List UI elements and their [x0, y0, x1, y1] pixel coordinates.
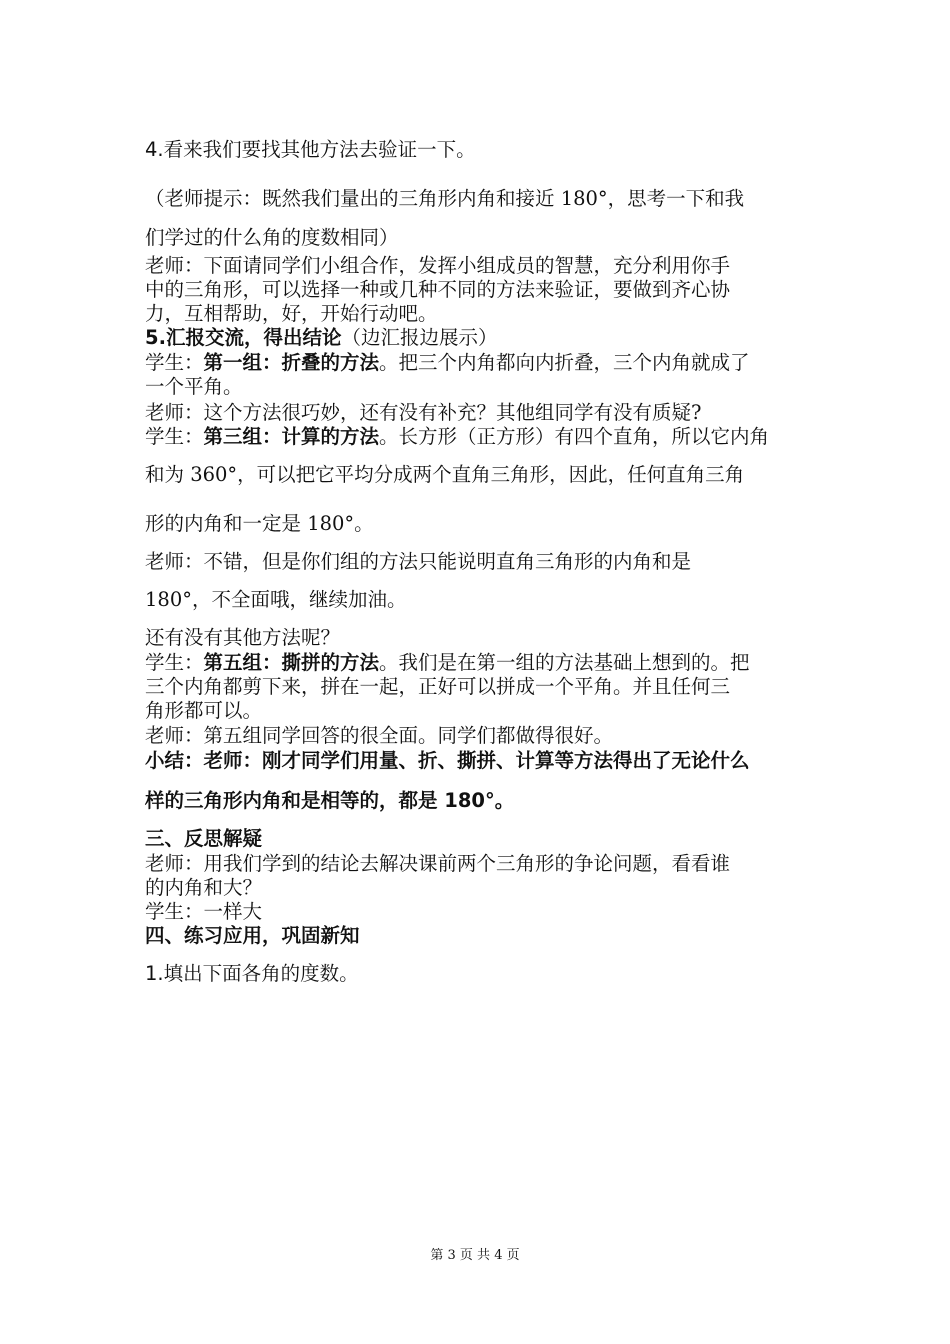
teacher-hint-line-1: （老师提示：既然我们量出的三角形内角和接近 180°，思考一下和我	[145, 187, 745, 210]
group-1-line-2: 一个平角。	[145, 375, 243, 398]
group-3-method: 第三组：计算的方法	[203, 425, 380, 448]
group-3-line-3: 形的内角和一定是 180°。	[145, 512, 374, 535]
speaker-student: 学生：	[145, 651, 204, 674]
section-3-heading: 三、反思解疑	[145, 827, 263, 850]
group-3-line-2: 和为 360°，可以把它平均分成两个直角三角形，因此，任何直角三角	[145, 463, 745, 486]
group-5-desc: 。我们是在第一组的方法基础上想到的。把	[379, 651, 750, 674]
teacher-task-line-2: 的内角和大？	[145, 876, 263, 899]
step-4-line: 4.看来我们要找其他方法去验证一下。	[145, 138, 476, 161]
group-1-desc: 。把三个内角都向内折叠，三个内角就成了	[379, 351, 750, 374]
teacher-comment-line-1: 老师：不错，但是你们组的方法只能说明直角三角形的内角和是	[145, 550, 692, 573]
summary-line-2: 样的三角形内角和是相等的，都是 180°。	[145, 789, 515, 812]
exercise-1-line: 1.填出下面各角的度数。	[145, 962, 359, 985]
group-3-line-1	[145, 423, 810, 451]
teacher-question-line: 老师：这个方法很巧妙，还有没有补充？其他组同学有没有质疑?	[145, 401, 702, 424]
teacher-comment-line-2: 180°，不全面哦，继续加油。	[145, 588, 407, 611]
step-5-heading	[145, 324, 810, 352]
group-5-line-3: 角形都可以。	[145, 699, 263, 722]
teacher-instruction-line-1: 老师：下面请同学们小组合作，发挥小组成员的智慧，充分利用你手	[145, 254, 731, 277]
group-3-desc: 。长方形（正方形）有四个直角，所以它内角	[379, 425, 770, 448]
step-5-heading-bold: 5.汇报交流，得出结论	[145, 326, 342, 349]
teacher-hint-line-2: 们学过的什么角的度数相同）	[145, 226, 399, 249]
group-5-method: 第五组：撕拼的方法	[203, 651, 380, 674]
teacher-instruction-line-3: 力，互相帮助，好，开始行动吧。	[145, 302, 438, 325]
teacher-instruction-line-2: 中的三角形，可以选择一种或几种不同的方法来验证，要做到齐心协	[145, 278, 731, 301]
page-footer: 第 3 页 共 4 页	[430, 1248, 520, 1263]
group-1-method: 第一组：折叠的方法	[203, 351, 380, 374]
speaker-student: 学生：	[145, 425, 204, 448]
summary-line-1: 小结：老师：刚才同学们用量、折、撕拼、计算等方法得出了无论什么	[145, 749, 750, 772]
teacher-praise-line: 老师：第五组同学回答的很全面。同学们都做得很好。	[145, 724, 614, 747]
section-4-heading: 四、练习应用，巩固新知	[145, 924, 360, 947]
group-5-line-2: 三个内角都剪下来，拼在一起，正好可以拼成一个平角。并且任何三	[145, 675, 731, 698]
student-answer-line: 学生：一样大	[145, 900, 263, 923]
teacher-task-line-1: 老师：用我们学到的结论去解决课前两个三角形的争论问题，看看谁	[145, 852, 731, 875]
teacher-followup-line: 还有没有其他方法呢？	[145, 626, 341, 649]
speaker-student: 学生：	[145, 351, 204, 374]
step-5-heading-note: （边汇报边展示）	[341, 326, 498, 349]
